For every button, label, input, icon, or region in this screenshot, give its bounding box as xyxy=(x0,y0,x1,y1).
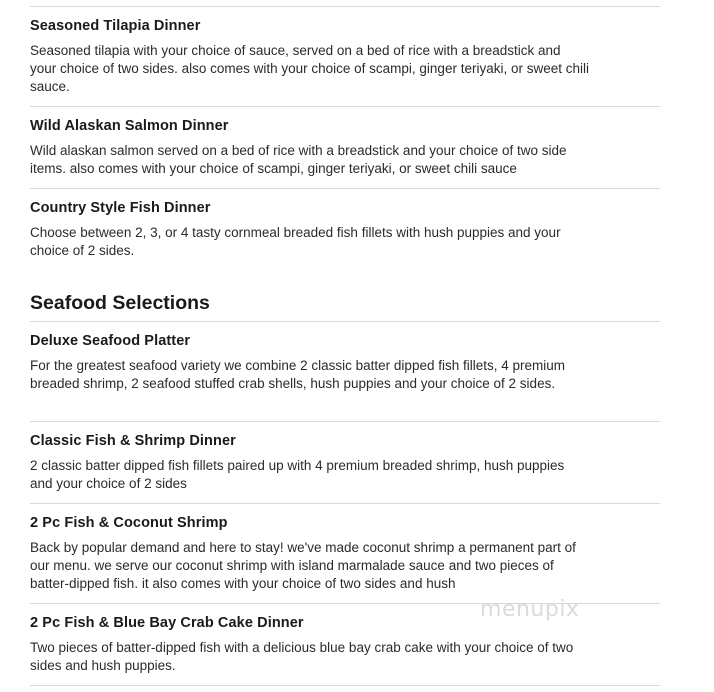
menu-item xyxy=(30,432,590,493)
divider xyxy=(30,321,660,322)
divider xyxy=(30,503,660,504)
menu-item-name: Classic Fish & Shrimp Dinner xyxy=(30,433,236,449)
menu-item xyxy=(30,514,590,593)
menu-item-name: Seasoned Tilapia Dinner xyxy=(30,18,201,34)
watermark-logo: menupix xyxy=(480,597,580,622)
menu-item-description: For the greatest seafood variety we combine 2 classic batter dipped fish fillets, 4 premium breaded shrimp, 2 seafood stuffed crab shells, hush puppies and your choice of 2 sides. xyxy=(30,358,566,391)
menu-item-name: Country Style Fish Dinner xyxy=(30,200,211,216)
divider xyxy=(30,106,660,107)
divider xyxy=(30,421,660,422)
menu-item-description: Seasoned tilapia with your choice of sauce, served on a bed of rice with a breadstick and your choice of two sides. also comes with your choice of scampi, ginger teriyaki, or sweet chili sauce. xyxy=(30,43,589,94)
menu-item-name: Deluxe Seafood Platter xyxy=(30,333,191,349)
menu-item xyxy=(30,17,590,96)
menu-item xyxy=(30,332,590,393)
menu-item xyxy=(30,199,590,260)
menu-item-name: 2 Pc Fish & Coconut Shrimp xyxy=(30,515,228,531)
menu-item xyxy=(30,117,590,178)
menu-item-description: Choose between 2, 3, or 4 tasty cornmeal breaded fish fillets with hush puppies and your choice of 2 sides. xyxy=(30,225,561,258)
menu-item-description: Two pieces of batter-dipped fish with a delicious blue bay crab cake with your choice of two sides and hush puppies. xyxy=(30,640,574,673)
menu-item-name: Wild Alaskan Salmon Dinner xyxy=(30,118,229,134)
menu-item-description: Back by popular demand and here to stay! we've made coconut shrimp a permanent part of our menu. we serve our coconut shrimp with island marmalade sauce and two pieces of batter-dipped fish. it also comes with your choice of two sides and hush xyxy=(30,540,576,591)
divider xyxy=(30,188,660,189)
divider xyxy=(30,685,660,686)
menu-item-description: 2 classic batter dipped fish fillets paired up with 4 premium breaded shrimp, hush puppies and your choice of 2 sides xyxy=(30,458,565,491)
menu-item-description: Wild alaskan salmon served on a bed of rice with a breadstick and your choice of two side items. also comes with your choice of scampi, ginger teriyaki, or sweet chili sauce xyxy=(30,143,567,176)
divider xyxy=(30,6,660,7)
menu-item-name: 2 Pc Fish & Blue Bay Crab Cake Dinner xyxy=(30,615,304,631)
menu-item xyxy=(30,614,590,675)
section-title: Seafood Selections xyxy=(30,292,210,314)
